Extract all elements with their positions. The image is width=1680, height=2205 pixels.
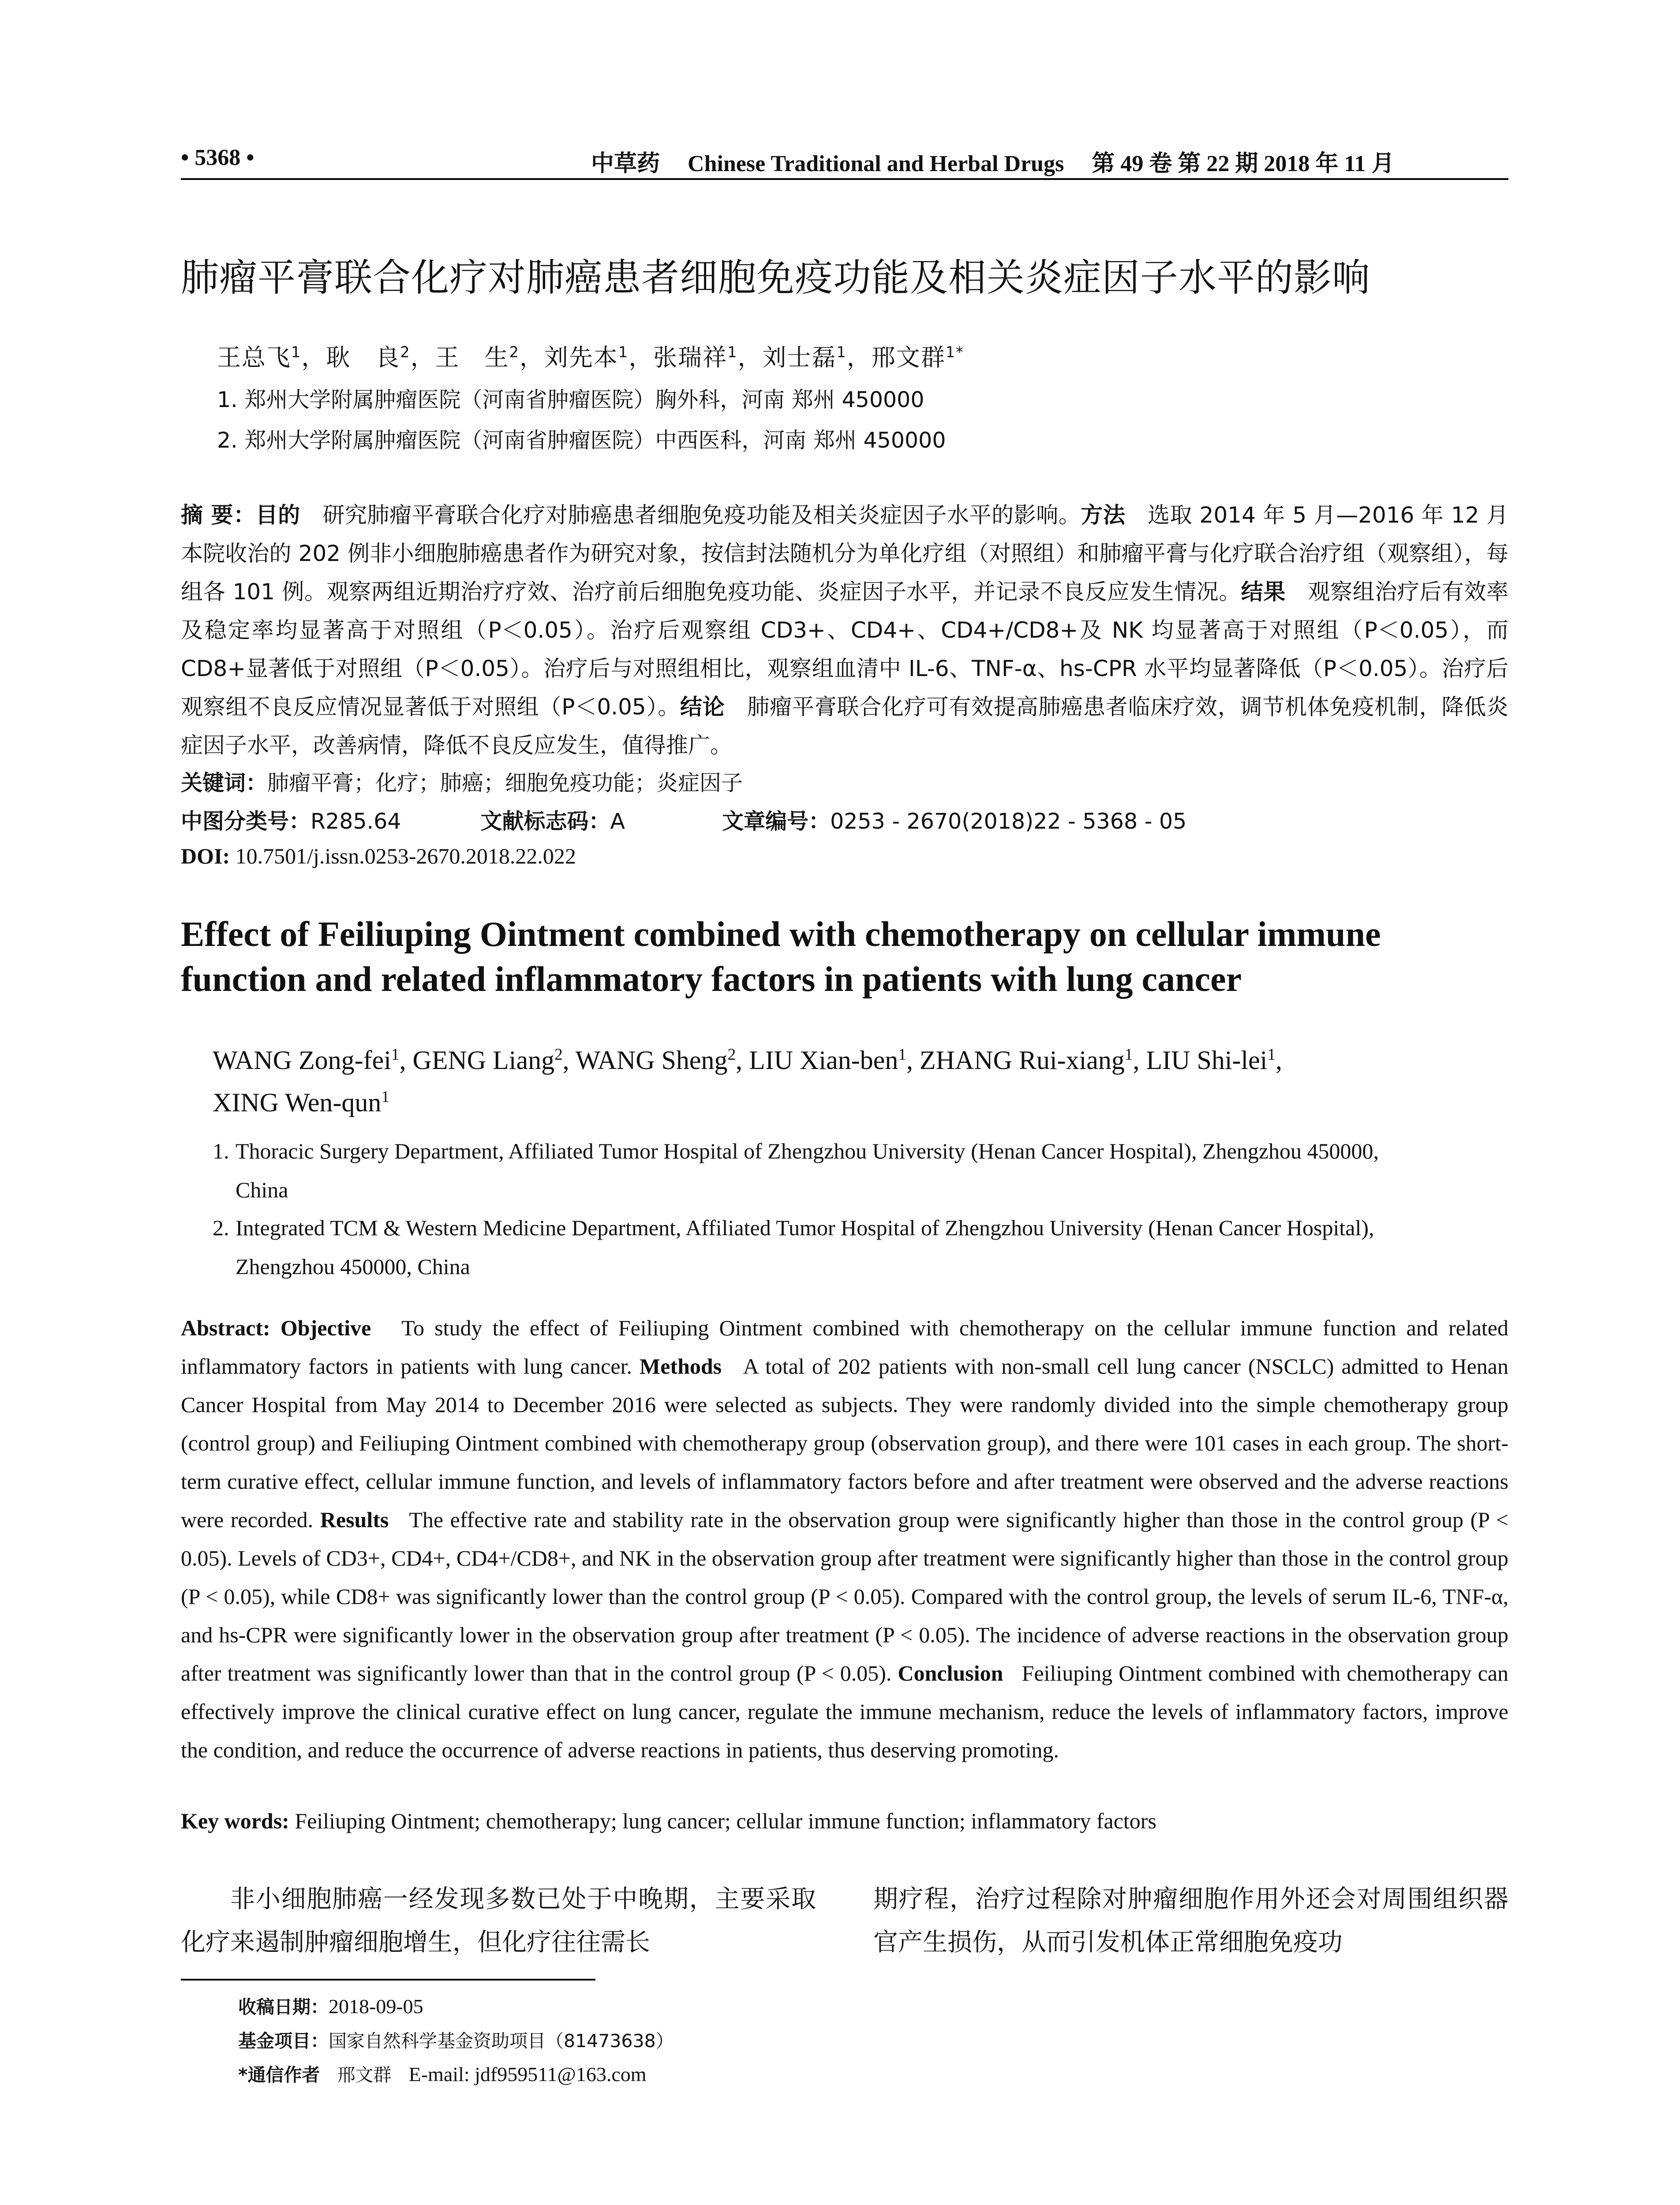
en-affiliation-2-cont: Zhengzhou 450000, China	[236, 1254, 470, 1279]
doi-label: DOI:	[181, 844, 230, 868]
en-keywords-label: Key words:	[181, 1809, 289, 1833]
running-header	[181, 142, 1508, 177]
footnote-rule	[181, 1979, 595, 1981]
cn-abstract-label: 摘 要：	[181, 502, 256, 528]
en-objective-label: Objective	[280, 1316, 371, 1340]
en-keywords	[181, 1808, 1508, 1834]
received-label: 收稿日期：	[238, 1996, 329, 2018]
en-keywords-text: Feiliuping Ointment; chemotherapy; lung cancer; cellular immune function; inflammatory factors	[295, 1809, 1156, 1833]
cn-authors: 王总飞$^1$，耿 良$^2$，王 生$^2$，刘先本$^1$，张瑞祥$^1$，刘士磊$^1$，邢文群$^{1*}$	[217, 344, 964, 371]
doccode-label: 文献标志码：	[480, 809, 610, 834]
en-affiliation-2-num: 2.	[213, 1215, 229, 1240]
footnote-fund	[238, 2026, 674, 2052]
cn-affiliation-1: 1. 郑州大学附属肿瘤医院（河南省肿瘤医院）胸外科，河南 郑州 450000	[217, 387, 924, 412]
footnote-correspondence	[238, 2060, 647, 2086]
cn-abstract	[181, 496, 1508, 765]
cn-title: 肺瘤平膏联合化疗对肺癌患者细胞免疫功能及相关炎症因子水平的影响	[181, 256, 1370, 300]
en-authors-line-2: XING Wen-qun$^1$	[213, 1088, 389, 1117]
cn-objective: 研究肺瘤平膏联合化疗对肺癌患者细胞免疫功能及相关炎症因子水平的影响。	[322, 502, 1081, 528]
en-conclusion-label: Conclusion	[898, 1661, 1003, 1686]
en-objective: To study the effect of Feiliuping Ointment combined with chemotherapy on the cellular immune function and related inflammatory factors in patients with lung cancer.	[181, 1316, 1508, 1379]
en-affiliation-1-cont: China	[236, 1177, 288, 1202]
journal-issue: 第 49 卷 第 22 期 2018 年 11 月	[1092, 151, 1395, 176]
cn-affiliation-2: 2. 郑州大学附属肿瘤医院（河南省肿瘤医院）中西医科，河南 郑州 450000	[217, 428, 946, 453]
clc-label: 中图分类号：	[181, 809, 311, 834]
cn-methods: 选取 2014 年 5 月—2016 年 12 月本院收治的 202 例非小细胞肺癌患者作为研究对象，按信封法随机分为单化疗组（对照组）和肺瘤平膏与化疗联合治疗组（观察组），每组各 101 例。观察两组近期治疗疗效、治疗前后细胞免疫功能、炎症因子水平，并记录不良反应发生情况。	[181, 502, 1509, 605]
corr-email: E-mail: jdf959511@163.com	[408, 2063, 647, 2085]
en-affiliation-2-text: Integrated TCM & Western Medicine Department, Affiliated Tumor Hospital of Zhengzhou University (Henan Cancer Hospital),	[236, 1215, 1374, 1240]
en-affiliation-1	[213, 1132, 1514, 1209]
doi	[181, 843, 576, 869]
header-rule	[181, 178, 1508, 180]
body-column-right: 期疗程，治疗过程除对肿瘤细胞作用外还会对周围组织器官产生损伤，从而引发机体正常细胞免疫功	[873, 1885, 1508, 1957]
en-abstract	[181, 1309, 1508, 1769]
journal-name-cn: 中草药	[591, 150, 660, 177]
corr-label: *通信作者	[238, 2064, 320, 2085]
en-title: Effect of Feiliuping Ointment combined with chemotherapy on cellular immune function and related inflammatory factors in patients with lung cancer	[181, 915, 1381, 999]
cn-objective-label: 目的	[255, 502, 300, 528]
corr-name: 邢文群	[337, 2064, 392, 2085]
cn-keywords-label: 关键词：	[181, 770, 268, 796]
cn-keywords-text: 肺瘤平膏；化疗；肺癌；细胞免疫功能；炎症因子	[267, 770, 743, 796]
en-affiliation-1-num: 1.	[213, 1139, 229, 1163]
doi-value: 10.7501/j.issn.0253-2670.2018.22.022	[235, 844, 576, 868]
en-conclusion: Feiliuping Ointment combined with chemotherapy can effectively improve the clinical curative effect on lung cancer, regulate the immune mechanism, reduce the levels of inflammatory factors, improve the condition, and reduce the occurrence of adverse reactions in patients, thus deserving promoting.	[181, 1661, 1509, 1762]
en-methods-label: Methods	[640, 1354, 722, 1379]
en-authors	[213, 1039, 1492, 1124]
fund-text: 国家自然科学基金资助项目（81473638）	[329, 2030, 674, 2052]
article-number-value: 0253 - 2670(2018)22 - 5368 - 05	[830, 809, 1187, 834]
cn-conclusion: 肺瘤平膏联合化疗可有效提高肺癌患者临床疗效，调节机体免疫机制，降低炎症因子水平，改善病情，降低不良反应发生，值得推广。	[181, 694, 1509, 758]
en-results-label: Results	[320, 1507, 389, 1532]
en-authors-line-1: WANG Zong-fei$^1$, GENG Liang$^2$, WANG Sheng$^2$, LIU Xian-ben$^1$, ZHANG Rui-xiang$^1$, LIU Shi-lei$^1$,	[213, 1046, 1283, 1075]
doccode-value: A	[610, 809, 625, 834]
page-number: • 5368 •	[181, 145, 254, 170]
en-methods: A total of 202 patients with non-small cell lung cancer (NSCLC) admitted to Henan Cancer Hospital from May 2014 to December 2016 were selected as subjects. They were randomly divided into the simple chemotherapy group (control group) and Feiliuping Ointment combined with chemotherapy group (observation group), and there were 101 cases in each group. The short-term curative effect, cellular immune function, and levels of inflammatory factors before and after treatment were observed and the adverse reactions were recorded.	[181, 1354, 1509, 1532]
en-results: The effective rate and stability rate in the observation group were significantly higher than those in the control group (P < 0.05). Levels of CD3+, CD4+, CD4+/CD8+, and NK in the observation group after treatment were significantly higher than those in the control group (P < 0.05), while CD8+ was significantly lower than the control group (P < 0.05). Compared with the control group, the levels of serum IL-6, TNF-α, and hs-CPR were significantly lower in the observation group after treatment (P < 0.05). The incidence of adverse reactions in the observation group after treatment was significantly lower than that in the control group (P < 0.05).	[181, 1507, 1509, 1686]
cn-conclusion-label: 结论	[680, 694, 725, 720]
en-abstract-label: Abstract:	[181, 1316, 270, 1340]
en-affiliation-1-text: Thoracic Surgery Department, Affiliated Tumor Hospital of Zhengzhou University (Henan Cancer Hospital), Zhengzhou 450000,	[236, 1139, 1379, 1163]
journal-name	[591, 145, 1394, 178]
en-affiliation-2	[213, 1208, 1514, 1286]
cn-methods-label: 方法	[1081, 502, 1126, 528]
cn-results: 观察组治疗后有效率及稳定率均显著高于对照组（P＜0.05）。治疗后观察组 CD3+、CD4+、CD4+/CD8+及 NK 均显著高于对照组（P＜0.05），而 CD8+显著低于对照组（P＜0.05）。治疗后与对照组相比，观察组血清中 IL-6、TNF-α、hs-CPR 水平均显著降低（P＜0.05）。治疗后观察组不良反应情况显著低于对照组（P＜0.05）。	[181, 579, 1509, 720]
cn-classification	[181, 804, 1186, 835]
footnote-received	[238, 1992, 423, 2018]
journal-name-en: Chinese Traditional and Herbal Drugs	[688, 151, 1064, 176]
body-column-left: 非小细胞肺癌一经发现多数已处于中晚期，主要采取化疗来遏制肿瘤细胞增生，但化疗往往需长	[181, 1885, 816, 1957]
cn-keywords	[181, 766, 743, 797]
clc-value: R285.64	[311, 809, 401, 834]
cn-results-label: 结果	[1241, 579, 1286, 605]
received-date: 2018-09-05	[329, 1995, 423, 2018]
article-number-label: 文章编号：	[722, 809, 831, 834]
fund-label: 基金项目：	[238, 2030, 329, 2052]
